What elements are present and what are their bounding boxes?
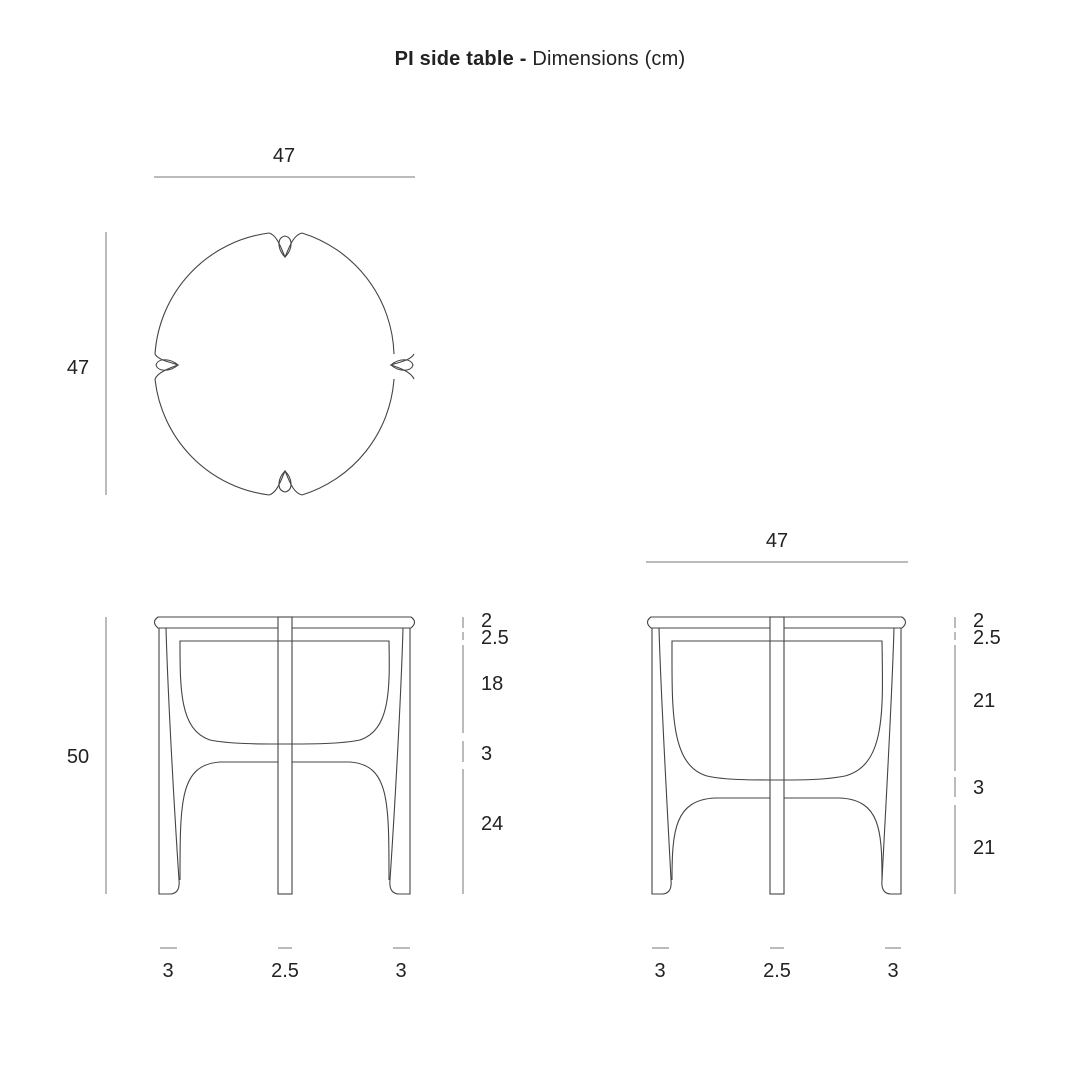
side-width-label: 47: [765, 530, 789, 552]
side-view: [646, 530, 1001, 982]
front-view: [67, 610, 509, 982]
side-bottom-left-leg: 3: [654, 960, 666, 982]
tabletop-outline: [155, 233, 414, 495]
front-dim-lower-section: 24: [481, 813, 504, 835]
front-dim-rim: 2.5: [481, 627, 509, 649]
title-subtitle: Dimensions (cm): [532, 48, 686, 70]
front-dim-upper-section: 18: [481, 673, 504, 695]
front-bottom-right-leg: 3: [395, 960, 407, 982]
front-height-label: 50: [66, 746, 90, 768]
side-bottom-center-leg: 2.5: [763, 960, 791, 982]
front-bottom-center-leg: 2.5: [271, 960, 299, 982]
side-bottom-right-leg: 3: [887, 960, 899, 982]
side-table-drawing: [648, 617, 906, 894]
side-dim-rim: 2.5: [973, 627, 1001, 649]
side-dim-shelf-thickness: 3: [973, 777, 985, 799]
front-table-drawing: [155, 617, 415, 894]
title-product: PI side table -: [394, 48, 527, 70]
top-depth-label: 47: [66, 357, 90, 379]
top-view: [67, 145, 415, 495]
front-dim-top-thickness: 2: [481, 610, 493, 632]
side-dim-top-thickness: 2: [973, 610, 985, 632]
side-dim-upper-section: 21: [973, 690, 996, 712]
top-width-label: 47: [272, 145, 296, 167]
front-dim-shelf-thickness: 3: [481, 743, 493, 765]
front-bottom-left-leg: 3: [162, 960, 174, 982]
side-dim-lower-section: 21: [973, 837, 996, 859]
